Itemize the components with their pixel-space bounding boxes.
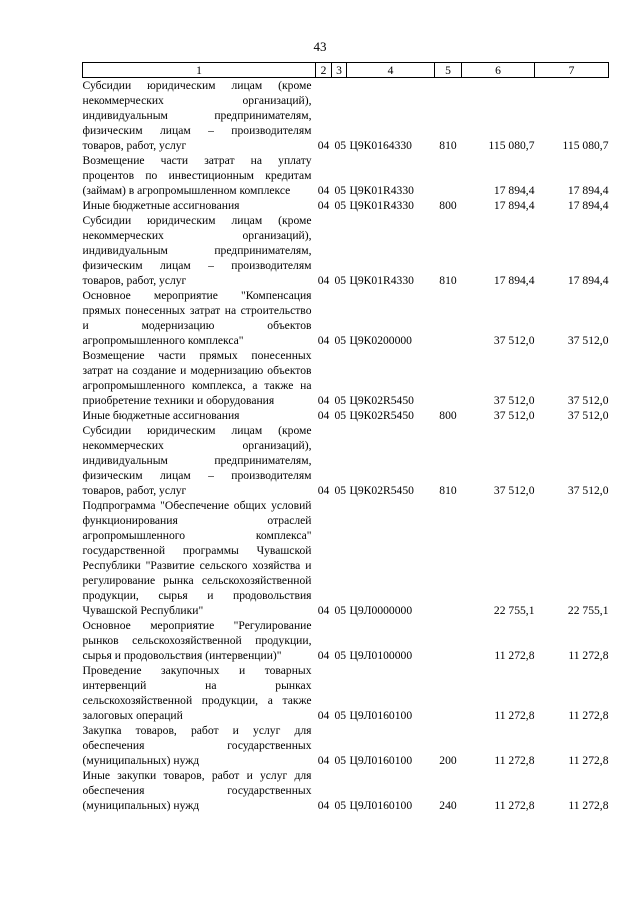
table-row	[83, 423, 609, 498]
table-row	[83, 498, 609, 618]
row-amount-2: 115 080,7	[562, 139, 609, 152]
row-expense-type	[435, 153, 462, 198]
row-amount-1: 22 755,1	[493, 604, 535, 617]
table-row	[83, 198, 609, 213]
row-target-article: Ц9К01R4330	[349, 274, 414, 287]
row-amount-1: 17 894,4	[493, 199, 535, 212]
column-header-1: 1	[83, 63, 316, 78]
row-expense-type: 240	[439, 799, 457, 812]
row-name: Основное мероприятие "Регулирование рынков сельскохозяйственной продукции, сырья и продовольствия (интервенции)"	[82, 619, 312, 662]
row-amount-1: 17 894,4	[493, 184, 535, 197]
row-subsection: 05	[334, 709, 347, 722]
row-amount-2: 17 894,4	[567, 184, 609, 197]
row-name: Возмещение части затрат на уплату процентов по инвестиционным кредитам (займам) в агропромышленном комплексе	[82, 154, 312, 197]
row-target-article: Ц9Л0000000	[349, 604, 413, 617]
row-expense-type	[435, 348, 462, 408]
row-expense-type: 800	[439, 199, 457, 212]
row-section: 04	[317, 334, 330, 347]
row-subsection: 05	[334, 409, 347, 422]
row-amount-2: 17 894,4	[567, 199, 609, 212]
row-target-article: Ц9К02R5450	[349, 484, 414, 497]
row-section: 04	[317, 274, 330, 287]
row-subsection: 05	[334, 394, 347, 407]
row-amount-2: 11 272,8	[568, 754, 609, 767]
row-section: 04	[317, 709, 330, 722]
row-name: Иные закупки товаров, работ и услуг для обеспечения государственных (муниципальных) нужд	[82, 769, 312, 812]
row-subsection: 05	[334, 649, 347, 662]
table-row	[83, 348, 609, 408]
table-row	[83, 618, 609, 663]
row-target-article: Ц9Л0160100	[349, 754, 413, 767]
row-amount-2: 37 512,0	[567, 484, 609, 497]
table-row	[83, 213, 609, 288]
row-expense-type	[435, 663, 462, 723]
row-amount-1: 115 080,7	[488, 139, 535, 152]
table-row	[83, 78, 609, 154]
row-amount-2: 37 512,0	[567, 409, 609, 422]
row-name: Субсидии юридическим лицам (кроме некоммерческих организаций), индивидуальным предпринимателям, физическим лицам – производителям товаров, работ, услуг	[82, 424, 312, 497]
column-header-6: 6	[462, 63, 535, 78]
row-amount-1: 17 894,4	[493, 274, 535, 287]
table-row	[83, 408, 609, 423]
row-amount-2: 11 272,8	[568, 799, 609, 812]
row-target-article: Ц9К0200000	[349, 334, 412, 347]
row-subsection: 05	[334, 139, 347, 152]
row-expense-type	[435, 288, 462, 348]
row-name: Субсидии юридическим лицам (кроме некоммерческих организаций), индивидуальным предпринимателям, физическим лицам – производителям товаров, работ, услуг	[82, 214, 312, 287]
column-header-5: 5	[435, 63, 462, 78]
row-amount-2: 37 512,0	[567, 394, 609, 407]
table-row	[83, 663, 609, 723]
row-amount-1: 37 512,0	[493, 484, 535, 497]
table-row	[83, 153, 609, 198]
row-amount-2: 11 272,8	[568, 709, 609, 722]
row-amount-1: 37 512,0	[493, 394, 535, 407]
row-section: 04	[317, 409, 330, 422]
table-body	[83, 78, 609, 814]
row-target-article: Ц9К01R4330	[349, 199, 414, 212]
row-name: Подпрограмма "Обеспечение общих условий функционирования отраслей агропромышленного комплекса" государственной программы Чувашской Республики "Развитие сельского хозяйства и регулирование рынка сельскохозяйственной продукции, сырья и продовольствия Чувашской Республики"	[82, 499, 312, 617]
row-name: Закупка товаров, работ и услуг для обеспечения государственных (муниципальных) нужд	[82, 724, 312, 767]
row-amount-1: 11 272,8	[494, 649, 535, 662]
row-section: 04	[317, 484, 330, 497]
row-target-article: Ц9К01R4330	[349, 184, 414, 197]
row-subsection: 05	[334, 604, 347, 617]
row-amount-1: 37 512,0	[493, 334, 535, 347]
row-amount-2: 37 512,0	[567, 334, 609, 347]
row-subsection: 05	[334, 184, 347, 197]
table-row	[83, 723, 609, 768]
column-header-3: 3	[332, 63, 347, 78]
row-section: 04	[317, 754, 330, 767]
row-target-article: Ц9К02R5450	[349, 409, 414, 422]
row-name: Субсидии юридическим лицам (кроме некоммерческих организаций), индивидуальным предпринимателям, физическим лицам – производителям товаров, работ, услуг	[82, 79, 312, 152]
row-target-article: Ц9Л0160100	[349, 709, 413, 722]
row-target-article: Ц9Л0100000	[349, 649, 413, 662]
row-expense-type: 800	[439, 409, 457, 422]
row-section: 04	[317, 604, 330, 617]
column-header-7: 7	[535, 63, 609, 78]
table-header	[83, 63, 609, 78]
row-amount-1: 37 512,0	[493, 409, 535, 422]
row-amount-1: 11 272,8	[494, 754, 535, 767]
row-subsection: 05	[334, 274, 347, 287]
row-expense-type: 200	[439, 754, 457, 767]
row-amount-2: 11 272,8	[568, 649, 609, 662]
row-subsection: 05	[334, 199, 347, 212]
row-name: Основное мероприятие "Компенсация прямых понесенных затрат на строительство и модернизацию объектов агропромышленного комплекса"	[82, 289, 312, 347]
table-row	[83, 768, 609, 813]
row-expense-type	[435, 498, 462, 618]
row-section: 04	[317, 799, 330, 812]
row-subsection: 05	[334, 754, 347, 767]
row-target-article: Ц9К0164330	[349, 139, 412, 152]
row-subsection: 05	[334, 484, 347, 497]
row-amount-1: 11 272,8	[494, 799, 535, 812]
row-section: 04	[317, 184, 330, 197]
page-number: 43	[313, 39, 327, 54]
row-name: Иные бюджетные ассигнования	[82, 199, 240, 212]
column-header-4: 4	[347, 63, 435, 78]
row-subsection: 05	[334, 334, 347, 347]
row-amount-1: 11 272,8	[494, 709, 535, 722]
row-expense-type: 810	[439, 139, 457, 152]
table-row	[83, 288, 609, 348]
row-expense-type: 810	[439, 484, 457, 497]
row-section: 04	[317, 649, 330, 662]
row-name: Иные бюджетные ассигнования	[82, 409, 240, 422]
row-amount-2: 17 894,4	[567, 274, 609, 287]
row-expense-type: 810	[439, 274, 457, 287]
row-name: Проведение закупочных и товарных интервенций на рынках сельскохозяйственной продукции, а также залоговых операций	[82, 664, 312, 722]
row-target-article: Ц9К02R5450	[349, 394, 414, 407]
column-header-2: 2	[316, 63, 332, 78]
row-expense-type	[435, 618, 462, 663]
row-section: 04	[317, 199, 330, 212]
row-target-article: Ц9Л0160100	[349, 799, 413, 812]
budget-table	[82, 62, 609, 813]
row-amount-2: 22 755,1	[567, 604, 609, 617]
row-section: 04	[317, 139, 330, 152]
row-subsection: 05	[334, 799, 347, 812]
row-section: 04	[317, 394, 330, 407]
row-name: Возмещение части прямых понесенных затрат на создание и модернизацию объектов агропромышленного комплекса, а также на приобретение техники и оборудования	[82, 349, 312, 407]
